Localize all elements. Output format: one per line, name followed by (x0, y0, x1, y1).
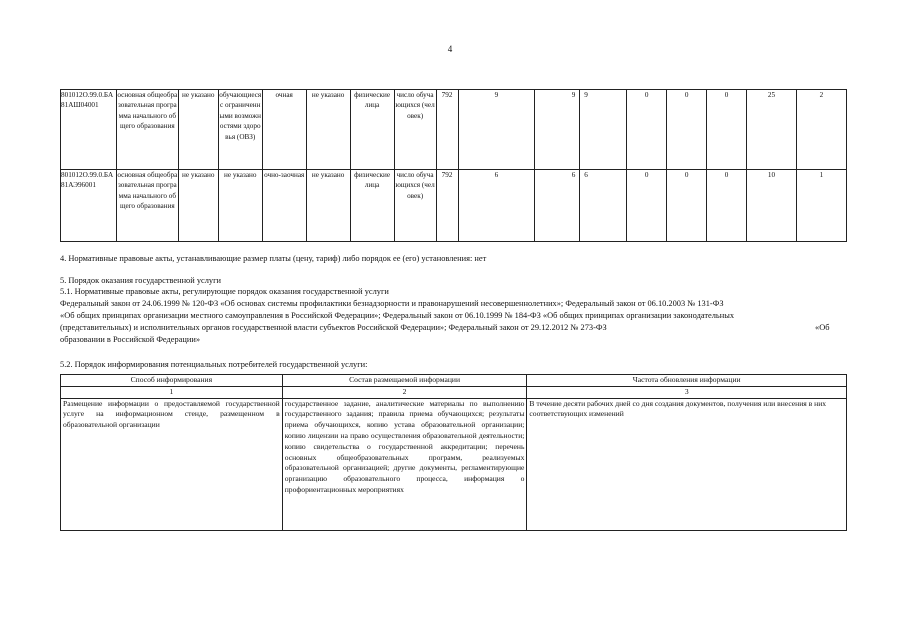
service-content: основная общеобразовательная программа начального общего образования (116, 90, 178, 170)
value-cell: 10 (747, 170, 797, 242)
value-cell: 9 (535, 90, 580, 170)
section-5-1-title: 5.1. Нормативные правовые акты, регулирующие порядок оказания государственной услуги (60, 287, 389, 296)
consumer-category: физические лица (350, 170, 394, 242)
education-form: очная (262, 90, 306, 170)
section-5-1-line-tail: «Об (815, 323, 830, 332)
education-standard: не указано (178, 170, 218, 242)
value-cell: 0 (627, 90, 667, 170)
section-5-1-line: Федеральный закон от 24.06.1999 № 120-ФЗ «Об основах системы профилактики безнадзорности и правонарушений несовершеннолетних»; Федеральный закон от 06.10.2003 № 131-ФЗ (60, 299, 724, 308)
section-5-title: 5. Порядок оказания государственной услуги (60, 276, 222, 285)
section-4-text: 4. Нормативные правовые акты, устанавливающие размер платы (цену, тариф) либо порядок ее (его) установления: нет (60, 254, 487, 263)
value-cell: 9 (458, 90, 535, 170)
service-volume-table (60, 89, 847, 242)
table-row (61, 398, 847, 530)
section-5-1-line: образовании в Российской Федерации» (60, 335, 201, 344)
number-row (61, 386, 847, 398)
value-cell: 6 (580, 170, 627, 242)
page-number: 4 (447, 44, 453, 54)
column-header: Способ информирования (61, 375, 283, 387)
value-cell: 9 (580, 90, 627, 170)
student-category: не указано (218, 170, 262, 242)
column-number: 3 (527, 386, 847, 398)
value-cell: 6 (535, 170, 580, 242)
value-cell: 0 (627, 170, 667, 242)
column-header: Частота обновления информации (527, 375, 847, 387)
header-row (61, 375, 847, 387)
informing-table (60, 374, 847, 531)
service-content: основная общеобразовательная программа начального общего образования (116, 170, 178, 242)
okei-code: 792 (436, 90, 458, 170)
registry-code: 801012О.99.0.БА81АЭ96001 (61, 170, 117, 242)
consumer-category: физические лица (350, 90, 394, 170)
section-5-1-line: (представительных) и исполнительных органов государственной власти субъектов Российской Федерации»; Федеральный закон от 29.12.2012 № 273-ФЗ (60, 323, 607, 332)
table-row (61, 170, 847, 242)
column-number: 1 (61, 386, 283, 398)
section-5-2-title: 5.2. Порядок информирования потенциальных потребителей государственной услуги: (60, 360, 368, 369)
education-period: не указано (306, 170, 350, 242)
value-cell: 6 (458, 170, 535, 242)
section-5-1-line: «Об общих принципах организации местного самоуправления в Российской Федерации»; Федеральный закон от 06.10.1999 № 184-ФЗ «Об общих принципах организации законодательных (60, 311, 735, 320)
indicator-name: число обучающихся (человек) (394, 90, 436, 170)
table-row (61, 90, 847, 170)
value-cell: 2 (796, 90, 846, 170)
okei-code: 792 (436, 170, 458, 242)
value-cell: 1 (796, 170, 846, 242)
student-category: обучающиеся с ограниченными возможностями здоровья (ОВЗ) (218, 90, 262, 170)
informing-method: Размещение информации о предоставляемой государственной услуге на информационном стенде, размещенном в образовательной организации (61, 398, 283, 530)
column-number: 2 (282, 386, 527, 398)
value-cell: 0 (707, 170, 747, 242)
value-cell: 0 (667, 90, 707, 170)
value-cell: 0 (707, 90, 747, 170)
registry-code: 801012О.99.0.БА81АШ04001 (61, 90, 117, 170)
education-form: очно-заочная (262, 170, 306, 242)
update-frequency: В течение десяти рабочих дней со дня создания документов, получения или внесения в них соответствующих изменений (527, 398, 847, 530)
indicator-name: число обучающихся (человек) (394, 170, 436, 242)
information-content: государственное задание, аналитические материалы по выполнению государственного задания; правила приема обучающихся; результаты приема обучающихся, копию устава образовательной организации; копию лицензии на право осуществления образовательной деятельности; копию свидетельства о государственной аккредитации; перечень основных общеобразовательных программ, реализуемых образовательной организацией; другие документы, регламентирующие организацию образовательного процесса, информация о профориентационных мероприятиях (282, 398, 527, 530)
value-cell: 25 (747, 90, 797, 170)
education-period: не указано (306, 90, 350, 170)
column-header: Состав размещаемой информации (282, 375, 527, 387)
value-cell: 0 (667, 170, 707, 242)
education-standard: не указано (178, 90, 218, 170)
